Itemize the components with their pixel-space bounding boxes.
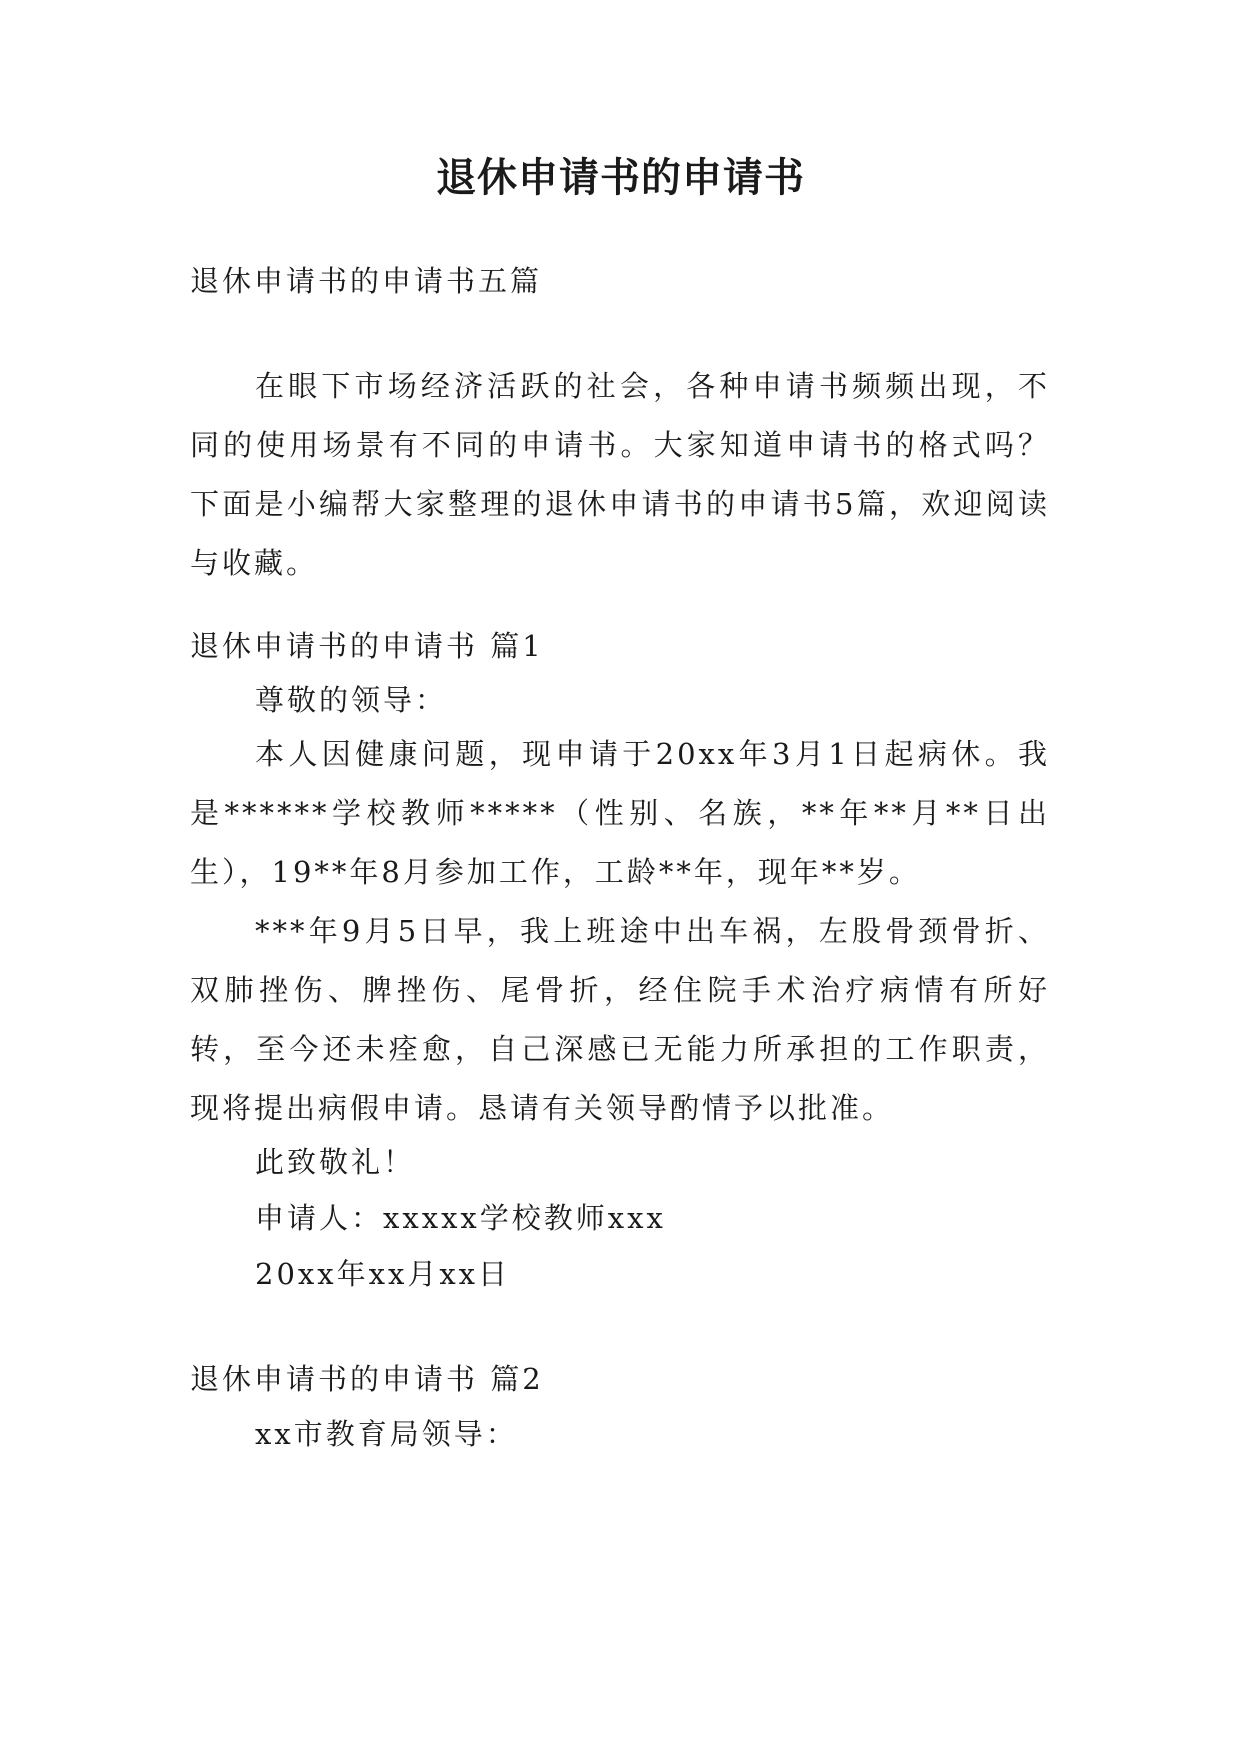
section-1-applicant: 申请人：xxxxx学校教师xxx — [255, 1201, 666, 1235]
section-2-heading: 退休申请书的申请书 篇2 — [190, 1362, 544, 1396]
section-1-paragraph-2: ***年9月5日早，我上班途中出车祸，左股骨颈骨折、双肺挫伤、脾挫伤、尾骨折，经住院手术治疗病情有所好转，至今还未痊愈，自己深感已无能力所承担的工作职责，现将提出病假申请。恳请有关领导酌情予以批准。 — [190, 914, 1050, 1125]
intro-paragraph: 在眼下市场经济活跃的社会，各种申请书频频出现，不同的使用场景有不同的申请书。大家知道申请书的格式吗？下面是小编帮大家整理的退休申请书的申请书5篇，欢迎阅读与收藏。 — [190, 369, 1050, 580]
section-1-paragraph-1: 本人因健康问题，现申请于20xx年3月1日起病休。我是******学校教师*****（性别、名族，**年**月**日出生），19**年8月参加工作，工龄**年，现年**岁。 — [190, 737, 1050, 889]
document-subtitle: 退休申请书的申请书五篇 — [190, 264, 543, 298]
section-1-date: 20xx年xx月xx日 — [255, 1257, 511, 1291]
section-2-salutation: xx市教育局领导： — [255, 1417, 518, 1451]
section-1-closing: 此致敬礼！ — [255, 1145, 416, 1179]
section-1-salutation: 尊敬的领导： — [255, 683, 448, 717]
document-title: 退休申请书的申请书 — [436, 155, 805, 201]
section-1-heading: 退休申请书的申请书 篇1 — [190, 629, 544, 663]
